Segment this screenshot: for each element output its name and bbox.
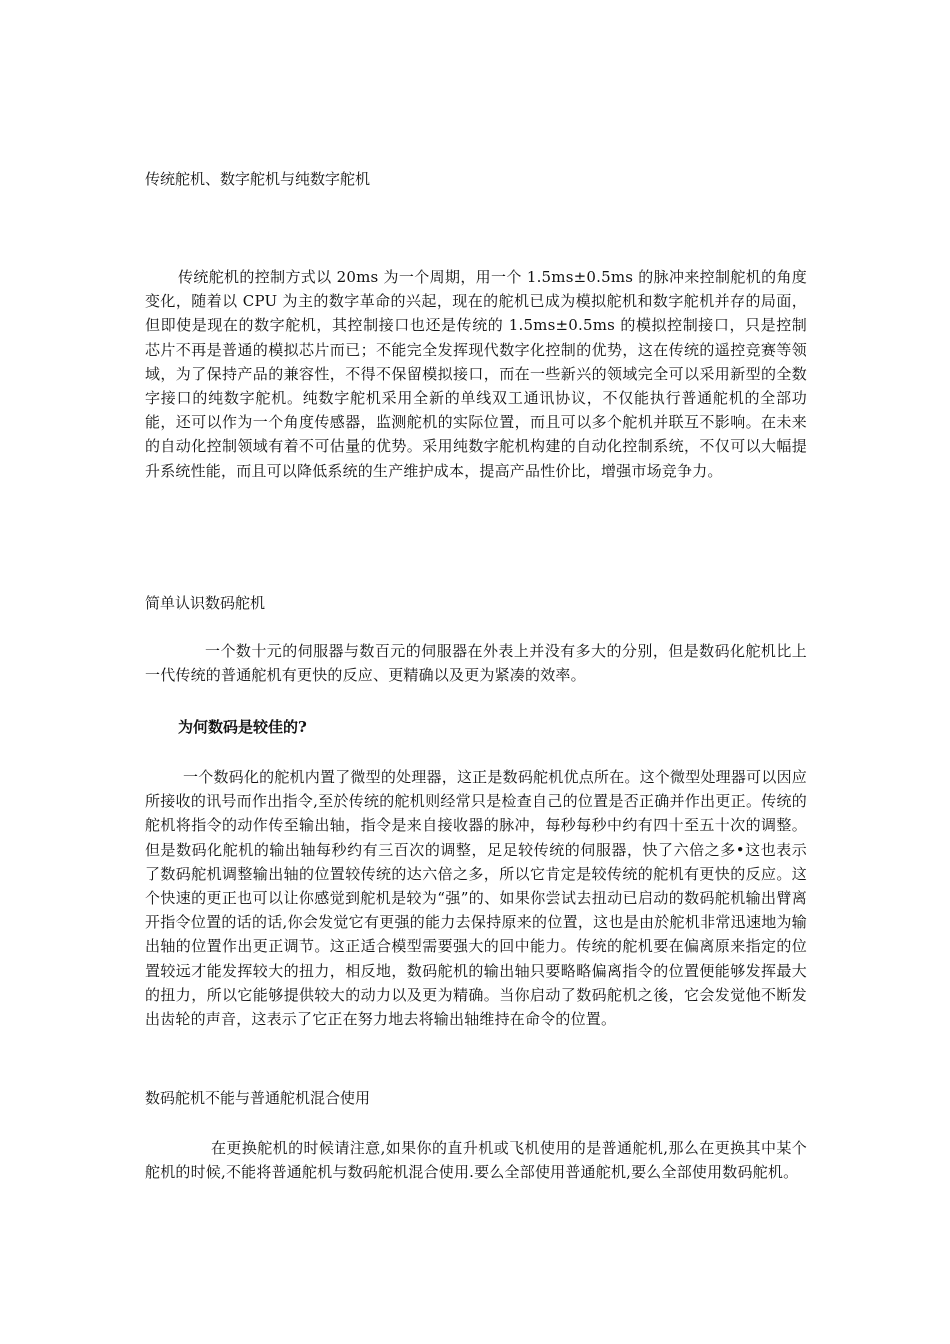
section-heading-no-mixing: 数码舵机不能与普通舵机混合使用 <box>145 1089 371 1107</box>
section-paragraph-why-digital: 一个数码化的舵机内置了微型的处理器，这正是数码舵机优点所在。这个微型处理器可以因应所接收的讯号而作出指令,至於传统的舵机则经常只是检查自己的位置是否正确并作出更正。传统的舵机将指令的动作传至输出轴，指令是来自接收器的脉冲，每秒每秒中约有四十至五十次的调整。但是数码化舵机的输出轴每秒约有三百次的调整，足足较传统的伺服器，快了六倍之多•这也表示了数码舵机调整输出轴的位置较传统的达六倍之多，所以它肯定是较传统的舵机有更快的反应。这个快速的更正也可以让你感觉到舵机是较为“强”的、如果你尝试去扭动已启动的数码舵机输出臂离开指令位置的话的话,你会发觉它有更强的能力去保持原来的位置，这也是由於舵机非常迅速地为输出轴的位置作出更正调节。这正适合模型需要强大的回中能力。传统的舵机要在偏离原来指定的位置较远才能发挥较大的扭力，相反地，数码舵机的输出轴只要略略偏离指令的位置便能够发挥最大的扭力，所以它能够提供较大的动力以及更为精确。当你启动了数码舵机之後，它会发觉他不断发出齿轮的声音，这表示了它正在努力地去将输出轴维持在命令的位置。 <box>145 768 807 1029</box>
section-paragraph-digital-servo: 一个数十元的伺服器与数百元的伺服器在外表上并没有多大的分别，但是数码化舵机比上一代传统的普通舵机有更快的反应、更精确以及更为紧凑的效率。 <box>145 642 807 685</box>
section-paragraph-no-mixing: 在更换舵机的时候请注意,如果你的直升机或飞机使用的是普通舵机,那么在更换其中某个舵机的时候,不能将普通舵机与数码舵机混合使用.要么全部使用普通舵机,要么全部使用数码舵机。 <box>145 1139 807 1182</box>
section-heading-digital-servo: 简单认识数码舵机 <box>145 594 266 612</box>
document-title: 传统舵机、数字舵机与纯数字舵机 <box>145 170 371 188</box>
section-subheading-why-digital: 为何数码是较佳的? <box>178 718 307 736</box>
intro-paragraph: 传统舵机的控制方式以 20ms 为一个周期，用一个 1.5ms±0.5ms 的脉冲来控制舵机的角度变化，随着以 CPU 为主的数字革命的兴起，现在的舵机已成为模拟舵机和数字舵机并存的局面，但即使是现在的数字舵机，其控制接口也还是传统的 1.5ms±0.5ms 的模拟控制接口，只是控制芯片不再是普通的模拟芯片而已；不能完全发挥现代数字化控制的优势，这在传统的遥控竞赛等领域，为了保持产品的兼容性，不得不保留模拟接口，而在一些新兴的领域完全可以采用新型的全数字接口的纯数字舵机。纯数字舵机采用全新的单线双工通讯协议，不仅能执行普通舵机的全部功能，还可以作为一个角度传感器，监测舵机的实际位置，而且可以多个舵机并联互不影响。在未来的自动化控制领域有着不可估量的优势。采用纯数字舵机构建的自动化控制系统，不仅可以大幅提升系统性能，而且可以降低系统的生产维护成本，提高产品性价比，增强市场竞争力。 <box>145 268 807 480</box>
